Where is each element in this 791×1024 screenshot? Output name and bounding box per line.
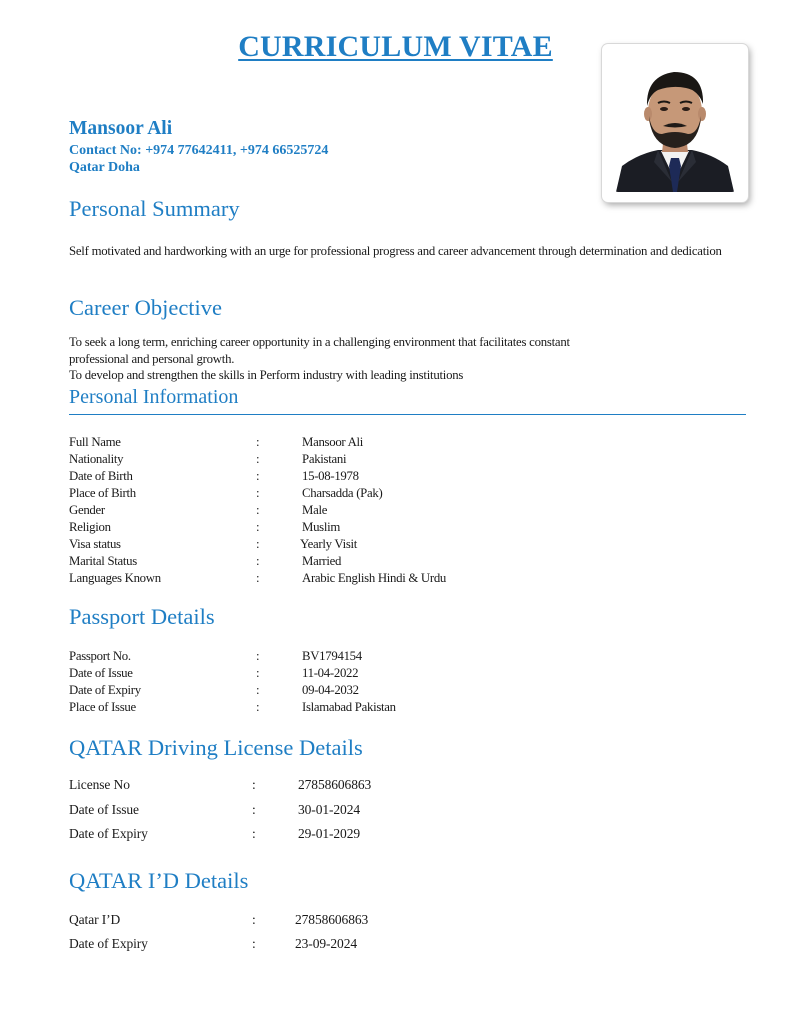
row-value: 27858606863 [295,912,369,927]
qatar-id-heading: QATAR I’D Details [69,868,249,893]
career-objective-text [69,334,741,384]
row-separator: : [256,469,260,483]
row-label: Place of Issue [69,700,136,714]
row-separator: : [256,683,260,697]
row-label: Nationality [69,452,124,466]
applicant-name: Mansoor Ali [69,118,173,139]
personal-summary-heading: Personal Summary [69,196,240,221]
row-separator: : [256,486,260,500]
row-label: Date of Expiry [69,826,148,841]
objective-line: professional and personal growth. [69,351,235,366]
personal-information-heading: Personal Information [69,386,239,408]
row-value: 23-09-2024 [295,936,357,951]
objective-line: To develop and strengthen the skills in Perform industry with leading institutions [69,368,464,382]
row-separator: : [252,777,256,792]
section-divider [69,414,746,415]
row-label: Languages Known [69,571,161,585]
row-value: Yearly Visit [300,537,358,551]
row-value: 30-01-2024 [298,802,360,817]
row-value: Male [302,503,328,517]
profile-photo [614,54,736,192]
row-label: Visa status [69,537,121,551]
row-separator: : [256,537,260,551]
row-value: Pakistani [302,452,347,466]
document-title: CURRICULUM VITAE [238,30,553,63]
row-value: BV1794154 [302,649,362,663]
location: Qatar Doha [69,160,140,175]
row-value: Arabic English Hindi & Urdu [302,571,447,585]
objective-line: To seek a long term, enriching career opportunity in a challenging environment that facilitates constant [69,335,570,349]
row-value: Married [302,554,342,568]
row-value: 27858606863 [298,777,372,792]
contact-numbers: Contact No: +974 77642411, +974 66525724 [69,143,329,158]
career-objective-heading: Career Objective [69,295,223,320]
row-separator: : [256,520,260,534]
row-separator: : [256,503,260,517]
row-value: 11-04-2022 [302,666,359,680]
row-separator: : [256,571,260,585]
row-label: Religion [69,520,111,534]
row-label: License No [69,777,130,792]
row-value: Muslim [302,520,341,534]
driving-license-heading: QATAR Driving License Details [69,735,363,760]
personal-summary-text: Self motivated and hardworking with an urge for professional progress and career advancement through determination and dedication [69,244,722,258]
row-separator: : [256,452,260,466]
row-value: Mansoor Ali [302,435,364,449]
profile-photo-frame [602,44,748,202]
row-label: Date of Issue [69,666,133,680]
row-label: Date of Expiry [69,683,141,697]
row-label: Date of Expiry [69,936,148,951]
row-label: Date of Birth [69,469,133,483]
row-separator: : [256,435,260,449]
row-value: 15-08-1978 [302,469,359,483]
row-value: Charsadda (Pak) [302,486,383,500]
row-separator: : [252,802,256,817]
row-separator: : [256,700,260,714]
row-value: Islamabad Pakistan [302,700,396,714]
row-label: Date of Issue [69,802,139,817]
row-separator: : [256,554,260,568]
row-separator: : [256,649,260,663]
row-label: Qatar I’D [69,912,121,927]
row-separator: : [252,936,256,951]
row-value: 29-01-2029 [298,826,360,841]
row-separator: : [252,826,256,841]
passport-details-heading: Passport Details [69,604,215,629]
row-value: 09-04-2032 [302,683,359,697]
row-label: Full Name [69,435,121,449]
row-label: Gender [69,503,105,517]
row-separator: : [252,912,256,927]
row-label: Passport No. [69,649,131,663]
row-label: Place of Birth [69,486,136,500]
row-label: Marital Status [69,554,137,568]
row-separator: : [256,666,260,680]
